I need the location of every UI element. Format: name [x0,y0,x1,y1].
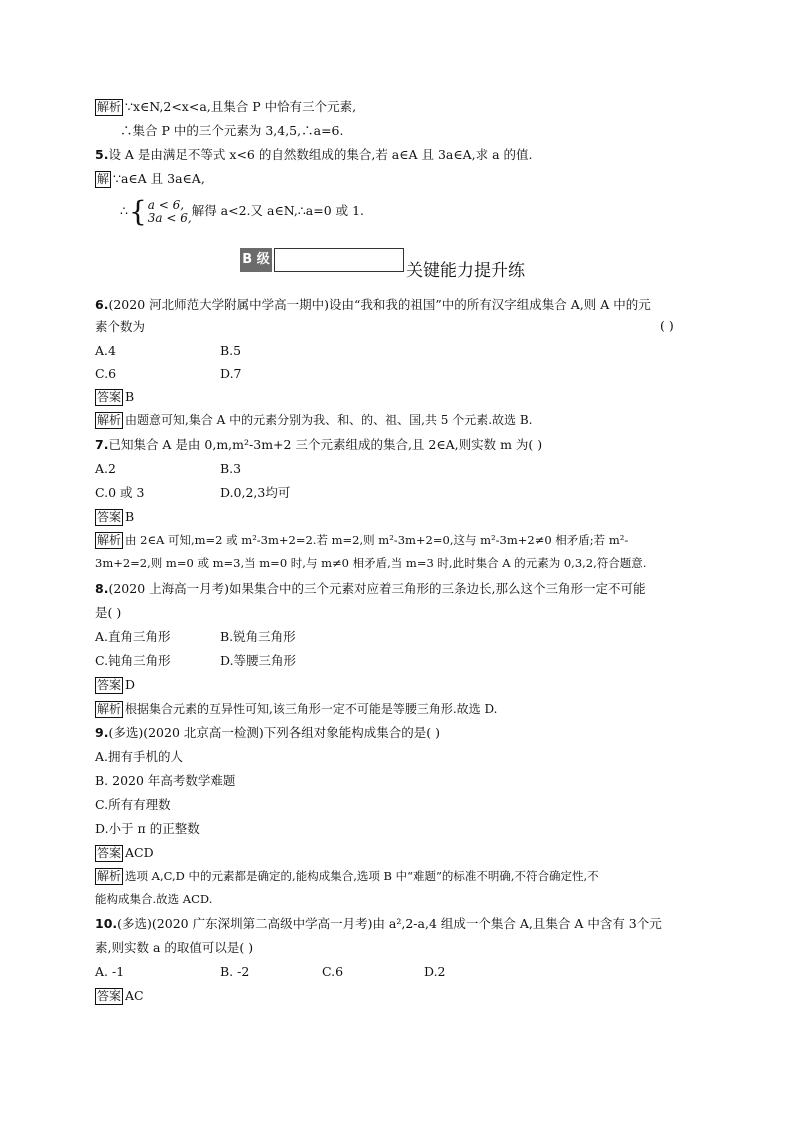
analysis-tag: 解析 [97,702,122,716]
p9-analysis-text: 选项 A,C,D 中的元素都是确定的,能构成集合,选项 B 中“难题”的标准不明确,不符合确定性,不 [125,869,599,883]
p7-option-d: D.0,2,3均可 [220,485,291,500]
p5-stem-text: 设 A 是由满足不等式 x<6 的自然数组成的集合,若 a∈A 且 3a∈A,求 a 的值. [108,147,533,162]
analysis-tag: 解析 [97,413,122,427]
p10-stem-text: (多选)(2020 广东深圳第二高级中学高一月考)由 a²,2-a,4 组成一个集合 A,且集合 A 中含有 3个元 [117,916,662,931]
left-brace: { [128,194,147,228]
p6-analysis-text: 由题意可知,集合 A 中的元素分别为我、和、的、祖、国,共 5 个元素.故选 B. [125,413,533,427]
p8-option-b: B.锐角三角形 [220,629,296,644]
p6-option-a: A.4 [95,343,116,358]
p9-analysis-line1 [95,867,599,885]
p9-stem [95,724,440,742]
p8-stem-line1 [95,580,645,598]
p8-analysis-text: 根据集合元素的互异性可知,该三角形一定不可能是等腰三角形.故选 D. [125,702,498,716]
p7-analysis-line2: 3m+2=2,则 m=0 或 m=3,当 m=0 时,与 m≠0 相矛盾,当 m=3 时,此时集合 A 的元素为 0,3,2,符合题意. [95,556,647,570]
p6-stem-line1 [95,296,651,314]
p10-stem-line1 [95,915,662,933]
p7-answer [95,508,134,526]
inequality-system [148,199,192,225]
answer-tag: 答案 [97,390,122,404]
p9-stem-text: (多选)(2020 北京高一检测)下列各组对象能构成集合的是( ) [108,725,440,740]
p9-answer-value: ACD [125,845,154,860]
analysis-tag: 解析 [97,100,122,114]
p7-analysis-text: 由 2∈A 可知,m=2 或 m²-3m+2=2.若 m=2,则 m²-3m+2=0,这与 m²-3m+2≠0 相矛盾;若 m²- [125,533,629,547]
level-box [274,248,404,272]
system-row-1: a < 6, [147,197,185,212]
analysis-tag: 解析 [97,869,122,883]
p10-option-c: C.6 [322,964,344,979]
p9-option-a: A.拥有手机的人 [95,749,184,764]
p8-option-d: D.等腰三角形 [220,653,297,668]
p6-analysis [95,411,532,429]
p9-option-d: D.小于 π 的正整数 [95,821,200,836]
p7-answer-value: B [125,509,135,524]
p6-answer-value: B [125,389,135,404]
p5-number: 5. [95,147,109,162]
p6-answer [95,388,134,406]
p4-analysis-text: ∵x∈N,2<x<a,且集合 P 中恰有三个元素, [125,99,357,114]
p6-stem-line2: 素个数为 [95,319,146,334]
p6-answer-blank: ( ) [660,318,674,333]
p10-option-b: B. -2 [220,964,250,979]
p5-stem [95,146,533,164]
p8-stem-text: (2020 上海高一月考)如果集合中的三个元素对应着三角形的三条边长,那么这个三角形一定不可能 [108,581,646,596]
p10-number: 10. [95,916,118,931]
answer-tag: 答案 [97,678,122,692]
p9-answer [95,844,154,862]
p6-stem-text: (2020 河北师范大学附属中学高一期中)设由“我和我的祖国”中的所有汉字组成集合 A,则 A 中的元 [108,297,651,312]
p9-number: 9. [95,725,109,740]
p8-option-a: A.直角三角形 [95,629,171,644]
p8-number: 8. [95,581,109,596]
analysis-tag: 解析 [97,533,122,547]
answer-tag: 答案 [97,510,122,524]
p6-option-b: B.5 [220,343,242,358]
p7-number: 7. [95,437,109,452]
p7-option-b: B.3 [220,461,242,476]
level-title: 关键能力提升练 [406,261,525,281]
solution-tag: 解 [97,172,110,186]
p4-analysis-line2: ∴集合 P 中的三个元素为 3,4,5,∴a=6. [120,123,344,138]
p7-stem [95,436,542,454]
p5-solution-line1 [95,170,205,188]
p5-solution-system [120,196,364,226]
p8-option-c: C.钝角三角形 [95,653,171,668]
system-row-2: 3a < 6, [147,210,192,225]
p10-answer [95,987,144,1005]
p6-number: 6. [95,297,109,312]
p7-option-c: C.0 或 3 [95,485,145,500]
p7-option-a: A.2 [95,461,116,476]
p10-option-a: A. -1 [95,964,125,979]
p10-answer-value: AC [125,988,144,1003]
p6-option-c: C.6 [95,366,117,381]
level-badge: B 级 [240,248,272,272]
p10-stem-line2: 素,则实数 a 的取值可以是( ) [95,940,254,955]
answer-tag: 答案 [97,989,122,1003]
p9-analysis-line2: 能构成集合.故选 ACD. [95,892,213,906]
p7-analysis-line1 [95,531,628,549]
p5-solution-result: 解得 a<2.又 a∈N,∴a=0 或 1. [191,203,365,218]
p9-option-b: B. 2020 年高考数学难题 [95,773,236,788]
p8-analysis [95,700,497,718]
answer-tag: 答案 [97,846,122,860]
p8-stem-line2: 是( ) [95,605,122,620]
p4-analysis-line1 [95,98,356,116]
p5-therefore: ∴ [120,203,128,218]
p5-solution-text: ∵a∈A 且 3a∈A, [113,171,205,186]
p6-option-d: D.7 [220,366,242,381]
p7-stem-text: 已知集合 A 是由 0,m,m²-3m+2 三个元素组成的集合,且 2∈A,则实数 m 为( ) [108,437,543,452]
p10-option-d: D.2 [424,964,446,979]
p9-option-c: C.所有有理数 [95,797,171,812]
p8-answer [95,676,135,694]
p8-answer-value: D [125,677,136,692]
